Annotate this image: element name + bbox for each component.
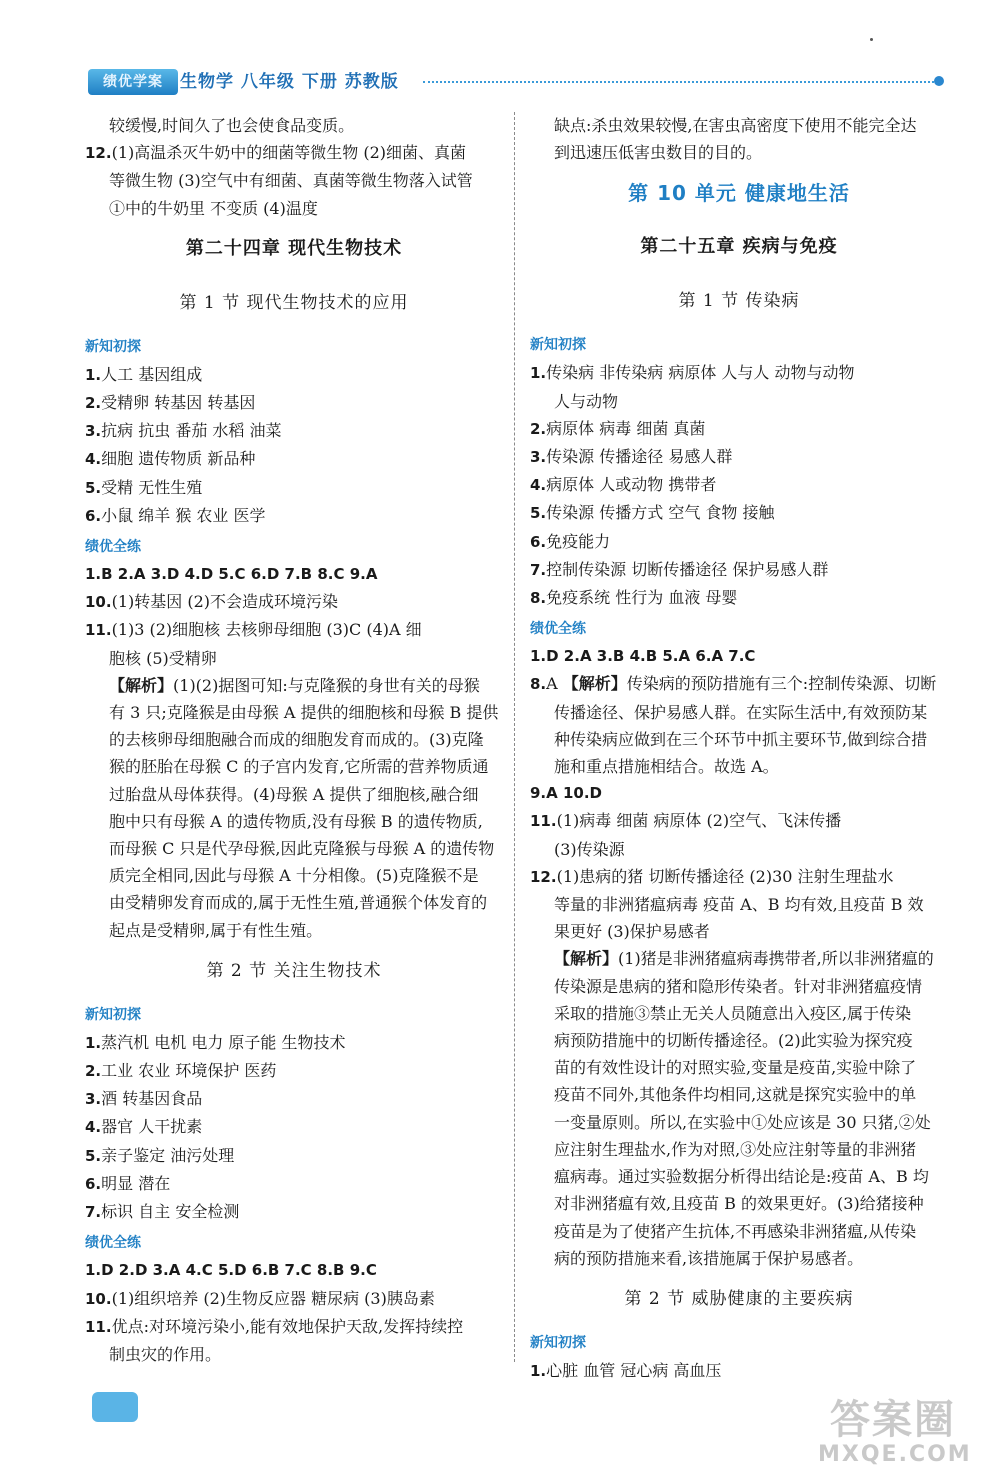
answer-text: 传染源 传播途径 易感人群 (546, 447, 733, 467)
unit-title: 第 10 单元 健康地生活 (628, 181, 850, 206)
answer-12 (530, 863, 948, 891)
analysis-tag: 【解析】 (109, 675, 174, 695)
question-number: 1. (85, 1033, 102, 1052)
analysis-line: 对非洲猪瘟有效,且疫苗 B 的效果更好。(3)给猪接种 (554, 1194, 924, 1214)
analysis-line: 疫苗不同外,其他条件均相同,这就是探究实验中的单 (554, 1085, 917, 1105)
analysis-line: 病预防措施中的切断传播途径。(2)此实验为探究疫 (554, 1031, 913, 1051)
question-number: 5. (85, 478, 102, 497)
answer-1 (530, 359, 948, 387)
answer-text: (1)组织培养 (2)生物反应器 糖尿病 (3)胰岛素 (111, 1288, 435, 1308)
analysis-line: 施和重点措施相结合。故选 A。 (554, 757, 779, 777)
answer-2 (85, 389, 503, 417)
analysis-line: 种传染病应做到在三个环节中抓主要环节,做到综合措 (554, 729, 928, 749)
answer-text: 人工 基因组成 (101, 364, 203, 384)
section-title: 第 2 节 关注生物技术 (206, 960, 382, 981)
question-number: 6. (530, 532, 547, 551)
analysis-line: 采取的措施③禁止无关人员随意出入疫区,属于传染 (554, 1003, 912, 1023)
question-number: 1. (85, 365, 102, 384)
answer-3 (85, 1085, 503, 1113)
text-line: 胞核 (5)受精卵 (109, 648, 217, 668)
question-number: 3. (530, 448, 547, 467)
answer-text: 明显 潜在 (101, 1173, 171, 1193)
answer-7 (530, 556, 948, 584)
question-number: 3. (85, 1090, 102, 1109)
answer-text: 标识 自主 安全检测 (101, 1202, 240, 1222)
text-line: (3)传染源 (554, 839, 625, 859)
analysis-line: 瘟病毒。通过实验数据分析得出结论是:疫苗 A、B 均 (554, 1167, 929, 1187)
analysis-line: 疫苗是为了使猪产生抗体,不再感染非洲猪瘟,从传染 (554, 1221, 917, 1241)
print-mark (870, 38, 873, 41)
header-dotted-rule (423, 81, 938, 83)
question-number: 7. (85, 1203, 102, 1222)
question-number: 1. (530, 364, 547, 383)
page-number-badge (92, 1392, 138, 1422)
question-number: 2. (530, 419, 547, 438)
answer-5 (85, 474, 503, 502)
text-line: 人与动物 (554, 391, 619, 411)
answer-6 (85, 1170, 503, 1198)
question-number: 10. (85, 1289, 112, 1308)
answer-10 (85, 588, 503, 616)
section-label-practice: 绩优全练 (530, 621, 586, 638)
watermark-site: MXQE.COM (818, 1442, 972, 1467)
answer-6 (85, 502, 503, 530)
answer-text: (1)患病的猪 切断传播途径 (2)30 注射生理盐水 (556, 866, 894, 886)
question-number: 12. (85, 144, 112, 163)
answer-text: 免疫系统 性行为 血液 母婴 (546, 588, 738, 608)
analysis-line (530, 945, 948, 972)
section-label-new-knowledge: 新知初探 (85, 1006, 141, 1023)
question-number: 6. (85, 506, 102, 525)
multiple-choice-answers: 1.D 2.A 3.B 4.B 5.A 6.A 7.C (530, 647, 756, 666)
answer-text: 控制传染源 切断传播途径 保护易感人群 (546, 559, 829, 579)
text-line: 到迅速压低害虫数目的目的。 (554, 143, 763, 163)
multiple-choice-answers: 9.A 10.D (530, 784, 602, 803)
text-line: 等量的非洲猪瘟病毒 疫苗 A、B 均有效,且疫苗 B 效 (554, 895, 924, 915)
answer-3 (85, 417, 503, 445)
answer-text: 细胞 遗传物质 新品种 (101, 449, 256, 469)
analysis-line (85, 672, 503, 699)
answer-text: (1)3 (2)细胞核 去核卵母细胞 (3)C (4)A 细 (111, 620, 422, 640)
page-header (88, 66, 950, 100)
answer-6 (530, 528, 948, 556)
answer-5 (530, 499, 948, 527)
text-line: 制虫灾的作用。 (109, 1344, 222, 1364)
question-number: 5. (530, 504, 547, 523)
question-number: 11. (530, 812, 557, 831)
answer-3 (530, 443, 948, 471)
text-line: 较缓慢,时间久了也会使食品变质。 (109, 116, 355, 135)
answer-2 (85, 1057, 503, 1085)
text-line: 缺点:杀虫效果较慢,在害虫高密度下使用不能完全达 (554, 116, 917, 135)
section-label-practice: 绩优全练 (85, 539, 141, 556)
answer-text: 病原体 病毒 细菌 真菌 (546, 418, 706, 438)
watermark-main: 答案圈 (830, 1397, 956, 1443)
question-number: 10. (85, 593, 112, 612)
answer-text: (1)高温杀灭牛奶中的细菌等微生物 (2)细菌、真菌 (111, 143, 466, 163)
analysis-line: 由受精卵发育而成的,属于无性生殖,普通猴个体发育的 (109, 893, 488, 913)
question-number: 4. (85, 1118, 102, 1137)
answer-4 (530, 471, 948, 499)
answer-text: 蒸汽机 电机 电力 原子能 生物技术 (101, 1032, 346, 1052)
answer-4 (85, 1113, 503, 1141)
question-number: 6. (85, 1174, 102, 1193)
answer-11 (530, 807, 948, 835)
answer-text: (1)病毒 细菌 病原体 (2)空气、飞沫传播 (556, 811, 842, 831)
answer-text: 酒 转基因食品 (101, 1089, 203, 1109)
answer-1 (85, 1029, 503, 1057)
question-number: 4. (85, 450, 102, 469)
section-title: 第 1 节 现代生物技术的应用 (179, 292, 409, 313)
analysis-line: 猴的胚胎在母猴 C 的子宫内发育,它所需的营养物质通 (109, 757, 489, 777)
section-label-practice: 绩优全练 (85, 1235, 141, 1252)
answer-text: 抗病 抗虫 番茄 水稻 油菜 (101, 421, 282, 441)
question-number: 5. (85, 1146, 102, 1165)
section-label-new-knowledge: 新知初探 (530, 1334, 586, 1351)
question-number: 7. (530, 560, 547, 579)
answer-1 (85, 361, 503, 389)
answer-text: 亲子鉴定 油污处理 (101, 1145, 235, 1165)
answer-text: 病原体 人或动物 携带者 (546, 475, 717, 495)
section-label-new-knowledge: 新知初探 (530, 337, 586, 354)
answer-text: 传染病 非传染病 病原体 人与人 动物与动物 (546, 363, 855, 383)
question-number: 8. (530, 589, 547, 608)
analysis-line: 质完全相同,因此与母猴 A 十分相像。(5)克隆猴不是 (109, 866, 479, 886)
analysis-text: (1)(2)据图可知:与克隆猴的身世有关的母猴 (173, 675, 480, 695)
analysis-line: 胞中只有母猴 A 的遗传物质,没有母猴 B 的遗传物质, (109, 811, 483, 831)
answer-text: 传染源 传播方式 空气 食物 接触 (546, 503, 775, 523)
analysis-line: 一变量原则。所以,在实验中①处应该是 30 只猪,②处 (554, 1112, 931, 1132)
question-number: 11. (85, 621, 112, 640)
series-logo: 绩优学案 (88, 69, 178, 95)
chapter-title: 第二十五章 疾病与免疫 (640, 236, 838, 258)
text-line: ①中的牛奶里 不变质 (4)温度 (109, 198, 318, 218)
answer-text: 器官 人干扰素 (101, 1117, 203, 1137)
answer-text: 优点:对环境污染小,能有效地保护天敌,发挥持续控 (111, 1316, 464, 1336)
section-label-new-knowledge: 新知初探 (85, 338, 141, 355)
question-number: 4. (530, 476, 547, 495)
answer-text: 受精卵 转基因 转基因 (101, 393, 256, 413)
answer-10 (85, 1285, 503, 1313)
header-rule-end-dot (934, 76, 944, 86)
answer-text: (1)转基因 (2)不会造成环境污染 (111, 592, 338, 612)
analysis-line: 病的预防措施来看,该措施属于保护易感者。 (554, 1248, 864, 1268)
question-number: 12. (530, 867, 557, 886)
right-column (530, 112, 948, 1385)
answer-text: 受精 无性生殖 (101, 477, 203, 497)
question-number: 2. (85, 394, 102, 413)
left-column (85, 112, 503, 1368)
answer-text: 工业 农业 环境保护 医药 (101, 1061, 277, 1081)
analysis-line: 而母猴 C 只是代孕母猴,因此克隆猴与母猴 A 的遗传物 (109, 839, 495, 859)
analysis-line: 的去核卵母细胞融合而成的细胞发育而成的。(3)克隆 (109, 730, 484, 750)
analysis-line: 有 3 只;克隆猴是由母猴 A 提供的细胞核和母猴 B 提供 (109, 703, 499, 723)
text-line: 等微生物 (3)空气中有细菌、真菌等微生物落入试管 (109, 171, 473, 191)
answer-text: 心脏 血管 冠心病 高血压 (546, 1360, 722, 1380)
analysis-text: 传染病的预防措施有三个:控制传染源、切断 (626, 674, 937, 694)
answer-11 (85, 616, 503, 644)
analysis-line: 传播途径、保护易感人群。在实际生活中,有效预防某 (554, 702, 928, 722)
question-number: 1. (530, 1361, 547, 1380)
question-number: 2. (85, 1062, 102, 1081)
section-title: 第 1 节 传染病 (678, 291, 800, 312)
question-number: 3. (85, 422, 102, 441)
section-title: 第 2 节 威胁健康的主要疾病 (624, 1288, 854, 1309)
answer-1 (530, 1357, 948, 1385)
answer-11 (85, 1313, 503, 1341)
question-number: 11. (85, 1317, 112, 1336)
question-number: 8. (530, 675, 547, 694)
analysis-line: 起点是受精卵,属于有性生殖。 (109, 920, 323, 940)
multiple-choice-answers: 1.D 2.D 3.A 4.C 5.D 6.B 7.C 8.B 9.C (85, 1261, 377, 1280)
answer-8-analysis (530, 670, 948, 698)
chapter-title: 第二十四章 现代生物技术 (185, 237, 403, 259)
subject-title: 生物学 八年级 下册 苏教版 (180, 72, 399, 92)
analysis-line: 应注射生理盐水,作为对照,③处应注射等量的非洲猪 (554, 1139, 917, 1159)
answer-5 (85, 1142, 503, 1170)
answer-12 (85, 139, 503, 167)
analysis-text: (1)猪是非洲猪瘟病毒携带者,所以非洲猪瘟的 (618, 949, 934, 969)
answer-4 (85, 445, 503, 473)
answer-8 (530, 584, 948, 612)
analysis-line: 苗的有效性设计的对照实验,变量是疫苗,实验中除了 (554, 1058, 917, 1078)
analysis-line: 传染源是患病的猪和隐形传染者。针对非洲猪瘟疫情 (554, 976, 923, 996)
answer-7 (85, 1198, 503, 1226)
answer-2 (530, 415, 948, 443)
column-divider (514, 112, 515, 1362)
multiple-choice-answers: 1.B 2.A 3.D 4.D 5.C 6.D 7.B 8.C 9.A (85, 565, 378, 584)
text-line: 果更好 (3)保护易感者 (554, 922, 710, 942)
answer-text: 免疫能力 (546, 531, 611, 551)
analysis-line: 过胎盘从母体获得。(4)母猴 A 提供了细胞核,融合细 (109, 784, 479, 804)
answer-text: 小鼠 绵羊 猴 农业 医学 (101, 505, 266, 525)
watermark (818, 1397, 972, 1468)
analysis-tag: 【解析】 (562, 674, 627, 694)
answer-choice: A (546, 674, 563, 694)
analysis-tag: 【解析】 (554, 949, 619, 969)
